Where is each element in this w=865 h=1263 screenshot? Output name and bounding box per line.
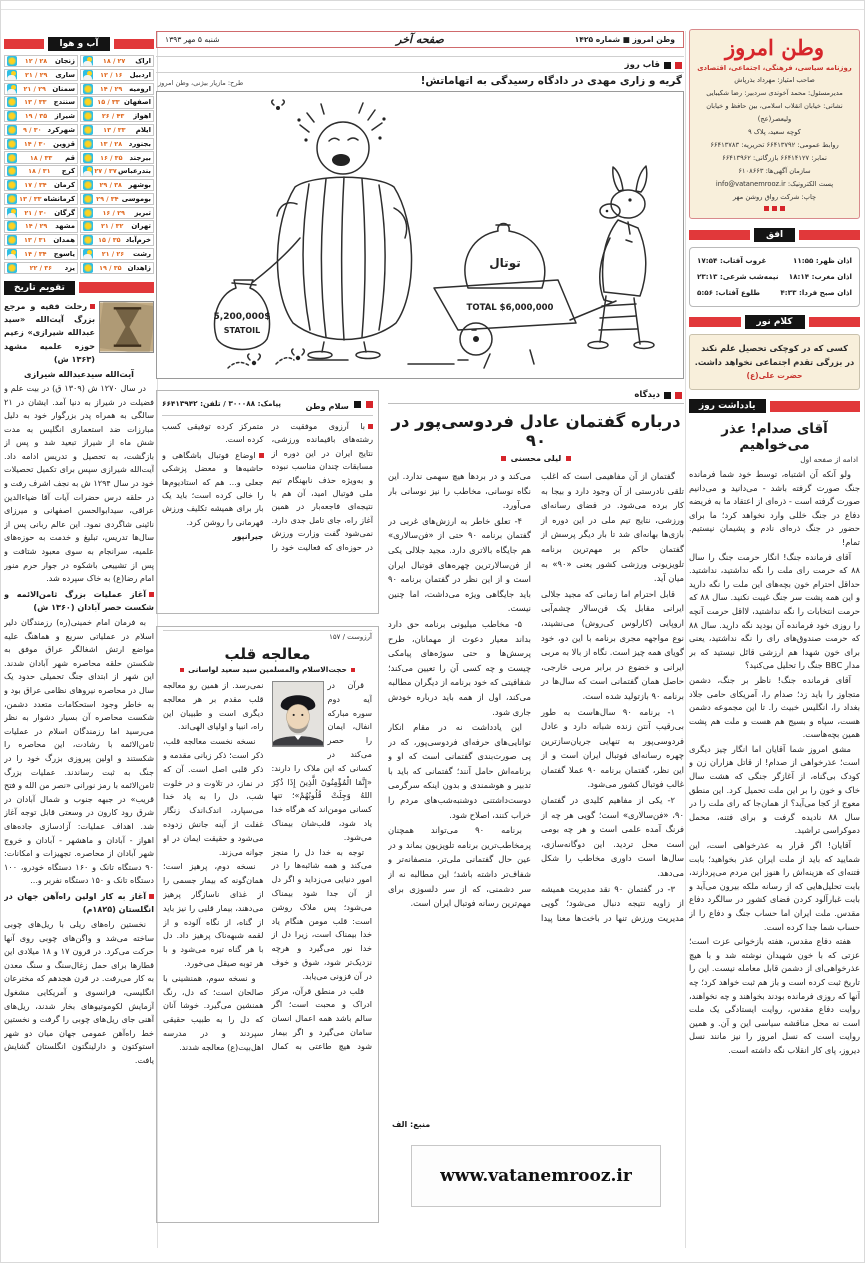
- masthead-line: صاحب امتیاز: مهرداد بذرپاش: [734, 76, 815, 84]
- weather-cell: [80, 138, 154, 150]
- weather-icon: [7, 56, 17, 66]
- weather-cell: [4, 207, 78, 219]
- weather-temp: ۳۵ / ۱۹: [24, 112, 48, 121]
- section-header-calendar: [4, 281, 154, 295]
- weather-icon: [83, 153, 93, 163]
- hourglass-drawing: [100, 302, 153, 352]
- weather-city: همدان: [53, 236, 75, 245]
- weather-icon: [83, 70, 93, 80]
- paragraph: ۱- برنامه ۹۰ سال‌هاست به طور بی‌رقیب آنتن زنده شبانه دارد و عادل فردوسی‌پور به تنهایی جریان‌ساز‌ترین چهره رسانه‌ای فوتبال ایران است و از این نظر، گفتمان برنامه ۹۰ عملا گفتمان غالب فوتبال کشور می‌شود.: [541, 706, 684, 790]
- weather-row: [4, 138, 154, 150]
- quote-line: در بزرگی تقدم اجتماعی نخواهد داشت.: [694, 357, 855, 367]
- weather-temp: ۳۰ / ۱۴: [23, 139, 47, 148]
- weather-cell: [4, 234, 78, 246]
- weather-row: [4, 110, 154, 122]
- weather-city: بیرجند: [129, 153, 151, 162]
- weather-icon: [83, 84, 93, 94]
- bullet-icon: [566, 456, 571, 461]
- weather-temp: ۳۷ / ۲۷: [94, 167, 117, 176]
- prayer-time: اذان ظهر: ۱۱:۵۵: [792, 256, 852, 265]
- source-label: منبع: الف: [392, 1120, 431, 1129]
- bullet-icon: [180, 668, 184, 672]
- weather-city: ساری: [55, 70, 75, 79]
- salam-header: [162, 394, 373, 416]
- cartoon-caption: گریه و زاری مهدی در دادگاه رسیدگی به اتهاماتش!: [420, 75, 682, 87]
- calendar-paragraph: آغاز به کار اولین راه‌آهن جهان در انگلستان (۱۸۲۵م): [4, 890, 154, 917]
- paragraph: ۳- در گفتمان ۹۰ نقد مدیریت همیشه از زاویه نتیجه دنبال می‌شود؛ گویی مدیریت ورزش تنها در باخت‌ها معنا پیدا می‌کند و در بردها هیچ سهمی ندارد. این نگاه نوسانی، مخاطب را نیز نوسانی بار می‌آورد.: [388, 471, 684, 923]
- money-bag-amount: 5,200,000$: [213, 312, 271, 322]
- weather-icon: [83, 221, 93, 231]
- column-divider: [685, 31, 686, 1248]
- weather-temp: ۳۳ / ۱۳: [103, 126, 126, 134]
- weather-row: [4, 179, 154, 191]
- paragraph: برنامه ۹۰ می‌تواند همچنان پرمخاطب‌ترین برنامه تلویزیون بماند و در عین حال گفتمانی ملی‌تر، منصفانه‌تر و شفاف‌تر داشته باشد؛ این مطالبه نه از سر دشمنی، که از سر دلسوزی برای مهم‌ترین رسانه فوتبال ایران است.: [388, 825, 531, 909]
- weather-city: ایلام: [135, 126, 151, 134]
- weather-temp: ۲۹ / ۲۱: [23, 84, 46, 93]
- section-header-weather: [4, 37, 154, 51]
- calendar-subtitle: آیت‌الله سیدعبدالله شیرازی: [24, 368, 134, 379]
- weather-icon: [83, 166, 93, 176]
- paragraph: توجه به خدا دل را منجز می‌کند و همه شائبه‌ها را در امور دنیایی می‌زداید و اگر دل از آن جدا شود بیمناک می‌شود؛ پس ملاک روشن است: قلب مومن هنگام یاد خدا بیمناک است، زیرا دل از خدا نور می‌گیرد و هرچه نزدیک‌تر شود، شوق و خوف در آن فزونی می‌یابد.: [271, 846, 372, 981]
- weather-cell: [4, 69, 78, 81]
- cure-paragraphs: [163, 679, 372, 1055]
- weather-temp: ۲۶ / ۲۱: [101, 250, 125, 259]
- weather-cell: [80, 96, 154, 108]
- prayer-row: [697, 253, 852, 269]
- red-bar: [689, 230, 750, 240]
- weather-icon: [7, 221, 17, 231]
- bullet-icon: [501, 456, 506, 461]
- calendar-paragraph: به فرمان امام خمینی(ره) رزمندگان دلیر اسلام در عملیاتی سریع و هماهنگ علیه مواضع ارتش اشغالگر عراق موفق به شکستن حلقه محاصره شهر آبادان شدند. این شهر از ابتدای جنگ تحمیلی حدود یک سال در محاصره نیروهای نظامی عراق بود و به خاطر وجود استحکامات متعدد دشمن، شکست محاصره آن بسیار دشوار به نظر می‌رسید اما رزمندگان اسلام در عملیات ثامن‌الائمه با رشادت، این محاصره را شکستند و اولین پیروزی بزرگ خود را در جنگ به ثبت رساندند. عملیات بزرگ ثامن‌الائمه با رمز نورانی «نصر من الله و فتح قریب» در جبهه جنوب و شمال آبادان در شرق رود کارون در وسعتی قابل توجه آغاز شد. اهداف عملیات: آزادسازی جاده‌های اهواز - آبادان و ماهشهر - آبادان و خروج شهر آبادان از محاصره. تجهیزات و امکانات: ۹۰ دستگاه تانک و ۱۶۰ دستگاه خودرو، ۱۰۰ دستگاه تانک و ۱۵۰ دستگاه نفربر و...: [4, 617, 154, 886]
- weather-temp: ۳۵ / ۱۹: [99, 263, 122, 272]
- weather-city: گرگان: [54, 208, 75, 217]
- weather-temp: ۳۳ / ۱۳: [19, 194, 42, 203]
- masthead-line: چاپ: شرکت رواق روشن مهر: [732, 193, 817, 201]
- bullet-icon: [675, 62, 682, 69]
- weather-icon: [83, 235, 93, 245]
- red-bar: [809, 317, 861, 327]
- weather-cell: [4, 124, 78, 136]
- weather-temp: ۴۳ / ۲۶: [101, 112, 125, 121]
- cure-byline: [163, 665, 372, 674]
- weather-icon: [83, 249, 93, 259]
- weather-icon: [83, 111, 93, 121]
- middle-lower-area: [156, 390, 684, 1223]
- section-title: سلام وطن: [305, 401, 349, 411]
- weather-icon: [7, 208, 17, 218]
- weather-city: بوشهر: [128, 181, 151, 190]
- weather-icon: [7, 180, 17, 190]
- weather-row: [4, 55, 154, 67]
- weather-city: قم: [65, 153, 75, 162]
- prayer-time: نیمه‌شب شرعی: ۲۳:۱۳: [697, 272, 779, 281]
- weather-icon: [7, 125, 17, 135]
- masthead-line: مدیرمسئول: محمد آخوندی سردبیر: رضا شکیبایی: [706, 89, 843, 97]
- section-header-ofogh: [689, 228, 860, 242]
- bullet-icon: [366, 401, 373, 408]
- weather-temp: ۳۵ / ۱۵: [98, 236, 121, 245]
- weather-row: [4, 248, 154, 260]
- money-bag-name: STATOIL: [223, 326, 261, 335]
- weather-cell: [4, 262, 78, 274]
- weather-city: شیراز: [54, 112, 75, 121]
- weather-row: [4, 165, 154, 177]
- section-title: قاب روز: [624, 60, 660, 70]
- weather-city: شهرکرد: [47, 126, 75, 134]
- weather-city: اراک: [135, 57, 151, 66]
- weather-city: سنندج: [53, 98, 75, 107]
- weather-row: [4, 234, 154, 246]
- weather-cell: [4, 96, 78, 108]
- section-title: یادداشت روز: [689, 399, 766, 413]
- bullet-icon: [664, 392, 671, 399]
- page-title: صفحه آخر: [396, 33, 444, 46]
- cartoon-box: [156, 91, 684, 379]
- heart-cure-section: [156, 626, 379, 1223]
- weather-icon: [7, 166, 17, 176]
- prayer-time: غروب آفتاب: ۱۷:۵۴: [697, 256, 767, 265]
- paragraph: هفته دفاع مقدس، هفته بازخوانی عزت است؛ عزتی که با خون شهیدان نوشته شد و با هیچ عذرخواهی‌ای از دشمن قابل معامله نیست. این را تاریخ ثبت کرده است و باز هم ثبت خواهد کرد؛ چه آنها که روزی فرمانده بودند بخواهند و چه نخواهند، روایت دفاع مقدس، روایت ایستادگی یک ملت است نه محل مناقشه سیاسی این و آن. و همین روایت است که نسل امروز را نیز مانند نسل دیروز، پای کار انقلاب نگه داشته است.: [689, 936, 860, 1055]
- weather-city: رشت: [132, 250, 151, 259]
- middle-column: [156, 31, 684, 1223]
- weather-row: [4, 220, 154, 232]
- weather-temp: ۳۱ / ۱۸: [28, 167, 51, 176]
- viewpoint-section: [388, 390, 684, 1207]
- weather-icon: [83, 56, 93, 66]
- author-name: لیلی محسنی: [510, 454, 562, 463]
- weather-row: [4, 193, 154, 205]
- quote-line: کسی که در کوچکی تحصیل علم نکند: [701, 343, 848, 353]
- weather-cell: [80, 262, 154, 274]
- weather-temp: ۳۰ / ۲۱: [24, 208, 47, 217]
- calendar-paragraph: نخستین راه‌های ریلی با ریل‌های چوبی ساخته می‌شد و واگن‌های چوبی روی آنها حرکت می‌کرد. در قرون ۱۷ و ۱۸ میلادی این قطارها برای حمل زغال‌سنگ و سنگ معدن به کار می‌رفت. در قرن هجدهم که مخترعان انگلیسی، فرانسوی و آمریکایی مشغول آزمایش لکوموتیوهای بخار شدند، ریل‌های آهنی جای ریل‌های چوبی را گرفت و نخستین خط راه‌آهن عمومی جهان میان دو شهر استوکتون و دارلینگتون انگلستان گشایش یافت.: [4, 919, 154, 1066]
- calendar-intro: رحلت فقیه و مرجع بزرگ آیت‌الله «سید عبدالله شیرازی» زعیم حوزه علمیه مشهد (۱۳۶۳ ش): [4, 300, 154, 366]
- weather-city: بوموسی: [121, 194, 151, 203]
- weather-cell: [80, 207, 154, 219]
- red-bar: [4, 39, 44, 49]
- weather-icon: [83, 97, 93, 107]
- weather-temp: ۳۴ / ۱۷: [24, 181, 47, 190]
- paragraph: ۲- یکی از مفاهیم کلیدی در گفتمان ۹۰، «فن‌سالاری» است؛ گویی هر چه از فرنگ آمده علمی است و هر چه بومی است محل تردید. این دوگانه‌سازی، سال‌ها است داوری مخاطب را شکل می‌دهد.: [541, 795, 684, 879]
- weather-city: تهران: [131, 222, 151, 231]
- weather-temp: ۳۴ / ۲۹: [96, 194, 119, 203]
- cartoon-credit: طرح: مازیار بیژنی، وطن امروز: [158, 79, 244, 87]
- weather-cell: [4, 138, 78, 150]
- prayer-row: [697, 285, 852, 301]
- weather-temp: ۳۳ / ۱۵: [97, 98, 120, 107]
- weather-icon: [83, 180, 93, 190]
- calendar-paragraph: در سال ۱۲۷۰ ش (۱۳۰۹ ق) در بیت علم و فضیلت در شیراز به دنیا آمد. ایشان در ۲۱ سالگی به همراه پدر بزرگوار خود به دلیل مبارزات ضد استعماری انگلیس به مدت شش ماه از شیراز تبعید شد و پس از بازگشت، به تحصیل و تدریس ادامه داد. آیت‌الله شیرازی سپس برای تکمیل تحصیلات خود در سال ۱۲۹۴ ش به نجف اشرف رفت و در حلقه درس حضرات آیات آقا ضیاءالدین عراقی، سیدابوالحسن اصفهانی و میرزای نائینی شاگردی نمود. این عالم ربانی پس از سال‌ها تدریس، تبلیغ و خدمت به حوزه‌های علمیه، سرانجام به سوی معبود شتافت و پس از تشییعی باشکوه در جوار حرم منور امام رضا(ع) به خاک سپرده شد.: [4, 382, 154, 584]
- paragraph: قلب در منطق قرآن، مرکز ادراک و محبت است؛ اگر سالم باشد همه اعمال انسان سامان می‌گیرد و اگر بیمار شود هیچ طاعتی به کمال نمی‌رسد. از همین رو معالجه قلب مقدم بر هر معالجه دیگری است و طبیبان این راه، انبیا و اولیای الهی‌اند.: [163, 680, 372, 1051]
- weather-cell: [4, 55, 78, 67]
- paragraph: مشق امروز شما آقایان اما انگار چیز دیگری است؛ عذرخواهی از صدام! از قاتل هزاران زن و کودک بی‌گناه، از آغازگر جنگی که هشت سال خاک و خون را بر این ملت تحمیل کرد. این منطق معوج از کجا می‌آید؟ از همان‌جا که رای ملت را در سال ۸۸ نادیده گرفت و برای فتنه، محمل دموکراسی تراشید.: [689, 743, 860, 836]
- weather-city: کرمان: [53, 181, 75, 190]
- weather-temp: ۳۳ / ۱۳: [24, 98, 47, 107]
- cleric-portrait-drawing: [273, 682, 323, 746]
- cartoon-illustration: [157, 92, 683, 379]
- author-name: حجت‌الاسلام والمسلمین سید سعید لواسانی: [188, 665, 347, 674]
- weather-cell: [4, 151, 78, 163]
- paragraph: ولو آنکه آن اشتباه، توسط خود شما فرمانده جنگ صورت گرفته باشد - می‌دانید و می‌دانیم صورت گرفته است - ذره‌ای از اعتقاد ما به فریضه دفاع در جنگ خللی وارد نخواهد کرد؛ ما برای حضور در جنگ ذره‌ای نادم و پشیمان نیستیم. تمام!: [689, 469, 860, 547]
- weather-city: اردبیل: [129, 70, 151, 79]
- weather-temp: ۲۹ / ۱۶: [102, 208, 125, 217]
- editorial-note-article: [689, 421, 860, 1263]
- prayer-time: طلوع آفتاب: ۵:۵۶: [697, 288, 761, 297]
- weather-city: قزوین: [53, 139, 75, 148]
- weather-icon: [7, 70, 17, 80]
- weather-cell: [80, 179, 154, 191]
- paragraph: نسخه دوم، پرهیز است؛ همان‌گونه که بیمار جسمی را از غذای ناسازگار پرهیز می‌دهند، بیمار قلبی را نیز باید از گناه، از نگاه آلوده و از لقمه شبهه‌ناک پرهیز داد. دل با هر گناه تیره می‌شود و با هر توبه صیقل می‌خورد.: [163, 861, 264, 968]
- paragraph: آقای فرمانده جنگ! انگار حرمت جنگ را سال ۸۸ که حرمت رای ملت را نگه نداشتید، نداشتید. حداقل احترام خون بچه‌های این ملت را نگه دارید و این همه پشت سر جنگ غیبت نکنید. سال ۸۸ که حرمت انتخابات را نگه نداشتید، لااقل حرمت آنچه را روزی خود فرمانده آن بودید نگه دارید. سال ۸۸ که حرمت صندوق‌های رای را نگه نداشتید، یعنی برای خون شهدا هم ارزشی قائل نیستید که بر مدار BBC جنگ را تحلیل می‌کنید؟: [689, 551, 860, 671]
- weather-temp: ۳۶ / ۲۲: [29, 263, 52, 272]
- salam-contact: پیامک: ۳۰۰۰۸۸ / تلفن: ۶۶۴۱۳۹۴۲: [162, 399, 282, 408]
- weather-cell: [4, 179, 78, 191]
- sack-amount: TOTAL $6,000,000: [466, 303, 554, 313]
- bullet-icon: [675, 392, 682, 399]
- salam-vatan-section: [156, 390, 379, 614]
- weather-cell: [80, 193, 154, 205]
- weather-city: زاهدان: [127, 263, 151, 272]
- cure-title: معالجه قلب: [224, 645, 311, 663]
- weather-cell: [4, 83, 78, 95]
- weather-row: [4, 207, 154, 219]
- weather-temp: ۳۳ / ۱۸: [29, 153, 53, 162]
- weather-city: بجنورد: [128, 139, 151, 148]
- date-label: شنبه ۵ مهر ۱۳۹۳: [165, 35, 220, 44]
- paragraph: ۴- تعلق خاطر به ارزش‌های غربی در گفتمان برنامه ۹۰ حتی از «فن‌سالاری» هم جایگاه بالاتری دارد. مجید جلالی یکی از فن‌سالارترین چهره‌های فوتبال ایران است و از این نظر در گفتمان برنامه ۹۰ باید جایگاهی ویژه می‌داشت، اما چنین نیست.: [388, 515, 531, 614]
- weather-temp: ۳۵ / ۱۶: [100, 153, 123, 162]
- weather-city: اهواز: [133, 112, 151, 121]
- weather-row: [4, 262, 154, 274]
- red-bar: [114, 39, 154, 49]
- weather-cell: [4, 193, 78, 205]
- weather-icon: [83, 139, 93, 149]
- masthead-dots-decoration: [697, 206, 852, 211]
- weather-cell: [80, 220, 154, 232]
- weather-city: مشهد: [55, 222, 75, 231]
- prayer-time: اذان مغرب: ۱۸:۱۴: [788, 272, 852, 281]
- prayer-times-box: [689, 247, 860, 307]
- masthead-line: نشانی: خیابان انقلاب اسلامی، بین حافظ و خیابان ولیعصر(عج): [706, 102, 843, 123]
- weather-city: ارومیه: [129, 84, 151, 93]
- website-box: [411, 1145, 661, 1207]
- calendar-body: [4, 300, 154, 1225]
- weather-icon: [83, 194, 93, 204]
- viewpoint-byline: [388, 454, 684, 463]
- weather-temp: ۳۸ / ۲۹: [99, 181, 122, 190]
- weather-temp: ۱۶ / ۱۲: [100, 70, 123, 79]
- weather-icon: [7, 194, 17, 204]
- weather-row: [4, 151, 154, 163]
- viewpoint-headline: درباره گفتمان عادل فردوسی‌پور در ۹۰: [391, 412, 681, 450]
- masthead-line: سازمان آگهی‌ها: ۶۱۰۸۶۶۳: [738, 167, 811, 175]
- weather-temp: ۳۲ / ۲۱: [100, 222, 124, 231]
- masthead-lines: [697, 74, 852, 204]
- weather-temp: ۲۷ / ۱۸: [102, 57, 126, 66]
- weather-city: بندرعباس: [118, 167, 151, 176]
- frame-of-day-section: [156, 56, 684, 379]
- red-bar: [689, 317, 741, 327]
- weather-temp: ۲۹ / ۱۴: [24, 222, 48, 231]
- weather-row: [4, 124, 154, 136]
- weather-icon: [7, 111, 17, 121]
- masthead-line: پست الکترونیک: info@vatanemrooz.ir: [715, 180, 834, 188]
- weather-table: [4, 55, 154, 274]
- frame-caption-row: [156, 73, 684, 91]
- calendar-paragraphs: [4, 382, 154, 1068]
- section-title: تقویم تاریخ: [4, 281, 75, 295]
- masthead-line: نمابر: ۶۶۴۱۴۱۲۷ بازرگانی: ۶۶۴۱۳۹۶۲: [722, 154, 827, 162]
- weather-temp: ۳۴ / ۱۴: [24, 250, 47, 259]
- right-column: [689, 29, 860, 1263]
- paragraph: آقایان! اگر قرار به عذرخواهی است، این شمایید که باید از ملت ایران عذر بخواهید؛ بابت فتنه‌ای که هزینه‌اش را هنوز این مردم می‌پردازند، بابت تحلیل‌هایی که از رسانه ملکه بیرون می‌آید و بابت غبارآلود کردن فضای کشور در سالگرد دفاع مقدس. ملت ایران اما حساب جنگ و دفاع را از حساب شما جدا کرده است.: [689, 840, 860, 932]
- website-url: www.vatanemrooz.ir: [440, 1166, 632, 1186]
- weather-cell: [4, 165, 78, 177]
- weather-cell: [80, 234, 154, 246]
- weather-cell: [4, 248, 78, 260]
- viewpoint-body: [388, 469, 684, 1117]
- weather-cell: [80, 69, 154, 81]
- section-title: افق: [754, 228, 795, 242]
- weather-temp: ۲۹ / ۱۴: [99, 84, 123, 93]
- issue-number: وطن امروز ■ شماره ۱۴۲۵: [574, 35, 675, 44]
- prayer-row: [697, 269, 852, 285]
- weather-temp: ۲۸ / ۱۳: [99, 139, 123, 148]
- masthead-line: روابط عمومی: ۶۶۴۱۳۷۹۲ تحریریه: ۶۶۴۱۳۷۸۳: [710, 141, 839, 149]
- red-bar: [770, 401, 860, 412]
- paragraph: ۵- مخاطب میلیونی برنامه حق دارد بداند معیار دعوت از مهمانان، طرح پرسش‌ها و حتی سوژه‌های پیامکی چیست و چه کسی آن را تعیین می‌کند؛ شفافیتی که خود برنامه از دیگران مطالبه می‌کند، اول از همه باید درباره خودش جاری شود.: [388, 618, 531, 717]
- note-title: آقای صدام! عذر می‌خواهیم: [721, 421, 828, 453]
- weather-city: تبریز: [134, 208, 151, 217]
- top-bar: [156, 31, 684, 48]
- weather-icon: [7, 263, 17, 273]
- weather-city: اصفهان: [124, 98, 151, 107]
- weather-cell: [4, 220, 78, 232]
- weather-cell: [80, 248, 154, 260]
- bullet-icon: [354, 401, 361, 408]
- weather-icon: [7, 97, 17, 107]
- section-header-yaddasht: [689, 399, 860, 413]
- newspaper-logo: وطن امروز: [724, 35, 825, 60]
- masthead-line: کوچه سعید، پلاک ۹: [748, 128, 801, 136]
- cure-body: [163, 679, 372, 1219]
- masthead-tagline: روزنامه سیاسی، فرهنگی، اجتماعی، اقتصادی: [697, 64, 852, 72]
- weather-city: یزد: [64, 263, 75, 272]
- sack-label: توتال: [489, 256, 521, 270]
- paragraph: قابل احترام اما زمانی که مجید جلالی ایرانی مقابل یک فن‌سالار چشم‌آبی اروپایی (کارلوس کی‌روش) می‌نشیند، نوع مواجهه مجری برنامه با این دو، خود گویای همه چیز است. نگاه از بالا به مربی ایرانی و خضوع در برابر مربی خارجی، حاصل همان گفتمانی است که سال‌ها در برنامه ۹۰ بازتولید شده است.: [541, 588, 684, 701]
- bullet-icon: [664, 62, 671, 69]
- weather-cell: [80, 83, 154, 95]
- weather-cell: [80, 124, 154, 136]
- reader-message: با آرزوی موفقیت در رشته‌های باقیمانده ورزشی، نتایج ایران در این دوره از مسابقات چندان مناسب نبوده و به‌ویژه حذف نابهنگام تیم ملی فوتبال امید، آن هم با نتیجه‌ای فاجعه‌بار در همین آغاز راه، جای تامل جدی دارد. نمی‌شود گفت وزارت ورزش در حوزه‌ای که فعالیت خود را متمرکز کرده توفیقی کسب کرده است.: [162, 420, 373, 554]
- weather-cell: [80, 165, 154, 177]
- weather-icon: [83, 263, 93, 273]
- weather-cell: [80, 55, 154, 67]
- weather-city: سمنان: [52, 84, 75, 93]
- weather-city: خرم‌آباد: [125, 236, 151, 245]
- reader-message: اوضاع فوتبال باشگاهی و حاشیه‌ها و معضل پزشکی جعلی و... هم که استادیوم‌ها را خالی کرده است؛ باید یک بار برای همیشه تکلیف ورزش قهرمانی را روشن کرد. جیرانپور: [162, 449, 264, 544]
- note-body: [689, 468, 860, 1263]
- page-trim-line: [1, 9, 864, 10]
- weather-icon: [7, 235, 17, 245]
- weather-cell: [80, 110, 154, 122]
- salam-messages: [162, 420, 373, 606]
- masthead: [689, 29, 860, 219]
- paragraph: آقای فرمانده جنگ! ناظر بر جنگ، دشمن متجاوز را باید زد؛ صدام را، آمریکای حامی جلاد بغداد را، انگلیس خبیث را. تا این مجموعه دشمن هست، سپاه و بسیج هم هست و ملت هم پشت همین بچه‌هاست.: [689, 674, 860, 740]
- section-title: آب و هوا: [48, 37, 111, 51]
- red-bar: [79, 282, 154, 293]
- bullet-icon: [351, 668, 355, 672]
- weather-cell: [4, 110, 78, 122]
- paragraph: نسخه نخست معالجه قلب، ذکر است؛ ذکر زبانی مقدمه و ذکر قلبی اصل است. آن که در نماز، در تلاوت و در خلوت شب، دل را به یاد خدا می‌سپارد، اندک‌اندک زنگار غفلت از آینه جانش زدوده می‌شود و حقیقت ایمان در او جوانه می‌زند.: [163, 736, 264, 857]
- weather-icon: [7, 84, 17, 94]
- prayer-time: اذان صبح فردا: ۴:۳۳: [780, 288, 852, 297]
- weather-temp: ۲۸ / ۱۲: [24, 57, 48, 66]
- section-header-kalam-nur: [689, 315, 860, 329]
- weather-icon: [83, 208, 93, 218]
- cleric-portrait-photo: [272, 681, 324, 747]
- weather-icon: [7, 139, 17, 149]
- paragraph: این یادداشت نه در مقام انکار توانایی‌های حرفه‌ای فردوسی‌پور، که در پی صورت‌بندی گفتمانی است که او و برنامه‌اش حامل آنند؛ گفتمانی که باید با تدبیر و هوشمندی و بدون اینکه سرگرمی دوست‌داشتنی دوشنبه‌شب‌های مردم را خراب کنند، اصلاح شود.: [388, 722, 531, 820]
- weather-temp: ۳۰ / ۹: [23, 126, 42, 134]
- weather-icon: [7, 153, 17, 163]
- weather-icon: [7, 249, 17, 259]
- paragraph: و نسخه سوم، همنشینی با صالحان است؛ که دل، رنگ همنشین می‌گیرد. خوشا آنان که دل را به طبیب حقیقی سپردند و در مدرسه اهل‌بیت(ع) معالجه شدند.: [163, 972, 264, 1052]
- quote-box: [689, 334, 860, 390]
- hourglass-photo: [99, 301, 154, 353]
- section-title: دیدگاه: [634, 390, 660, 400]
- paragraph: قرآن در آیه دوم سوره مبارکه انفال، ایمان را حصر می‌کند در کسانی که این ملاک را دارند: «إِنَّمَا الْمُؤْمِنُونَ الَّذِينَ إِذَا ذُكِرَ اللهُ وَجِلَتْ قُلُوبُهُمْ»؛ تنها کسانی مومن‌اند که هرگاه خدا یاد شود، قلب‌شان بیمناک می‌شود.: [271, 680, 372, 842]
- weather-row: [4, 96, 154, 108]
- weather-cell: [80, 151, 154, 163]
- column-series-label: آرزوست / ۱۵۷: [163, 630, 372, 641]
- weather-temp: ۲۹ / ۲۱: [24, 70, 48, 79]
- message-sender: جیرانپور: [232, 532, 264, 542]
- frame-header: [156, 59, 684, 73]
- weather-temp: ۳۱ / ۱۳: [23, 236, 47, 245]
- weather-row: [4, 69, 154, 81]
- paragraph: گفتمان از آن مفاهیمی است که اغلب تلقی نادرستی از آن وجود دارد و بیجا به کار برده می‌شود. در فضای رسانه‌ای ورزشی، نتایج تیم ملی در این دوره از بازی‌ها بهانه‌ای شد تا بار دیگر پرسش از گفتمان حاکم بر مهم‌ترین برنامه تلویزیونی ورزشی کشور یعنی «۹۰» به میان آید.: [541, 471, 684, 584]
- red-bar: [799, 230, 860, 240]
- viewpoint-header: [388, 390, 684, 404]
- weather-city: زنجان: [55, 57, 75, 66]
- weather-city: کرمانشاه: [43, 194, 75, 203]
- weather-row: [4, 83, 154, 95]
- weather-icon: [83, 125, 93, 135]
- weather-city: کرج: [61, 167, 75, 176]
- quote-attribution: حضرت علی(ع): [746, 371, 803, 380]
- calendar-paragraph: آغاز عملیات بزرگ ثامن‌الائمه و شکست حصر آبادان (۱۳۶۰ ش): [4, 588, 154, 615]
- weather-city: یاسوج: [53, 250, 75, 259]
- middle-left-stack: [156, 390, 379, 1223]
- section-title: کلام نور: [745, 315, 805, 329]
- left-column: [4, 37, 154, 1225]
- note-continued-label: ادامه از صفحه اول: [800, 455, 858, 464]
